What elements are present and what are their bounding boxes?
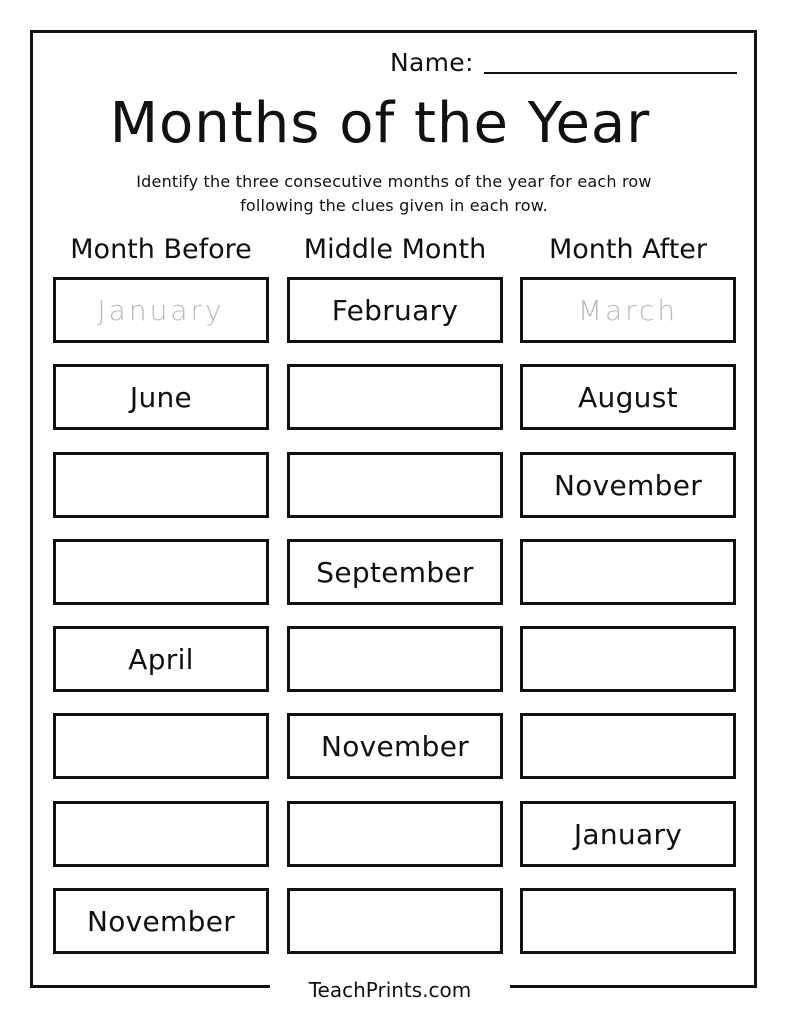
month-before-box-7[interactable] bbox=[53, 801, 269, 867]
month-before-box-2[interactable]: June bbox=[53, 364, 269, 430]
month-after-box-7[interactable]: January bbox=[520, 801, 736, 867]
worksheet-title: Months of the Year bbox=[109, 91, 651, 156]
name-label: Name: bbox=[390, 48, 474, 77]
middle-month-box-1[interactable]: February bbox=[287, 277, 503, 343]
middle-month-box-2[interactable] bbox=[287, 364, 503, 430]
middle-month-box-8[interactable] bbox=[287, 888, 503, 954]
month-before-box-3[interactable] bbox=[53, 452, 269, 518]
month-after-box-4[interactable] bbox=[520, 539, 736, 605]
column-header-month-after: Month After bbox=[548, 234, 708, 265]
month-before-box-1[interactable]: January bbox=[53, 277, 269, 343]
instructions bbox=[60, 170, 728, 218]
column-header-middle-month: Middle Month bbox=[303, 234, 487, 265]
month-after-box-5[interactable] bbox=[520, 626, 736, 692]
instructions-line-2: following the clues given in each row. bbox=[240, 196, 548, 215]
middle-month-box-3[interactable] bbox=[287, 452, 503, 518]
column-header-month-before: Month Before bbox=[70, 234, 252, 265]
month-before-box-4[interactable] bbox=[53, 539, 269, 605]
month-before-box-8[interactable]: November bbox=[53, 888, 269, 954]
month-after-box-6[interactable] bbox=[520, 713, 736, 779]
middle-month-box-5[interactable] bbox=[287, 626, 503, 692]
month-after-box-1[interactable]: March bbox=[520, 277, 736, 343]
name-input-line[interactable] bbox=[484, 72, 737, 74]
footer-website: TeachPrints.com bbox=[270, 976, 510, 1004]
middle-month-box-4[interactable]: September bbox=[287, 539, 503, 605]
month-after-box-3[interactable]: November bbox=[520, 452, 736, 518]
month-before-box-5[interactable]: April bbox=[53, 626, 269, 692]
name-field-row bbox=[390, 46, 737, 78]
middle-month-box-6[interactable]: November bbox=[287, 713, 503, 779]
month-before-box-6[interactable] bbox=[53, 713, 269, 779]
month-after-box-2[interactable]: August bbox=[520, 364, 736, 430]
instructions-line-1: Identify the three consecutive months of the year for each row bbox=[136, 172, 652, 191]
month-after-box-8[interactable] bbox=[520, 888, 736, 954]
middle-month-box-7[interactable] bbox=[287, 801, 503, 867]
